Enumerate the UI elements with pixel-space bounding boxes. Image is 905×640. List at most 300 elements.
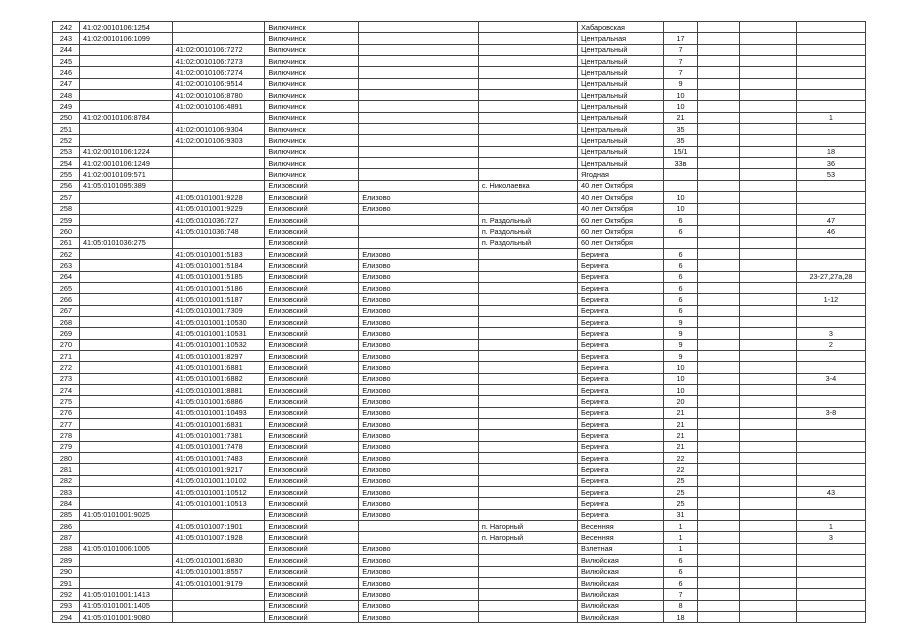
city-cell: Елизово — [359, 441, 479, 452]
apartment-cell — [796, 56, 865, 67]
house-number-cell: 9 — [664, 316, 697, 327]
cadastral-number-parcel-cell: 41:02:0010106:1254 — [79, 22, 172, 33]
cadastral-number-unit-cell: 41:05:0101001:7483 — [172, 453, 265, 464]
cadastral-number-parcel-cell — [79, 294, 172, 305]
settlement-cell — [478, 566, 577, 577]
house-number-cell: 21 — [664, 419, 697, 430]
district-cell: Елизовский — [265, 282, 359, 293]
row-number-cell: 248 — [53, 90, 80, 101]
city-cell — [359, 124, 479, 135]
street-cell: Взлетная — [578, 543, 664, 554]
house-number-cell: 9 — [664, 350, 697, 361]
cadastral-number-unit-cell: 41:05:0101001:5185 — [172, 271, 265, 282]
district-cell: Вилючинск — [265, 124, 359, 135]
city-cell — [359, 180, 479, 191]
apartment-cell — [796, 600, 865, 611]
house-number-cell: 6 — [664, 226, 697, 237]
street-cell: Беринга — [578, 464, 664, 475]
row-number-cell: 259 — [53, 214, 80, 225]
street-cell: Центральный — [578, 101, 664, 112]
building-cell — [697, 339, 739, 350]
house-number-cell: 6 — [664, 282, 697, 293]
house-number-cell — [664, 22, 697, 33]
cadastral-number-unit-cell: 41:02:0010106:9304 — [172, 124, 265, 135]
table-row — [53, 33, 866, 44]
cadastral-number-unit-cell: 41:02:0010106:8780 — [172, 90, 265, 101]
apartment-cell — [796, 566, 865, 577]
cadastral-number-unit-cell — [172, 112, 265, 123]
apartment-cell — [796, 248, 865, 259]
settlement-cell — [478, 158, 577, 169]
building-cell — [697, 611, 739, 622]
building-cell — [697, 305, 739, 316]
building-cell — [697, 589, 739, 600]
cadastral-number-unit-cell: 41:02:0010106:9514 — [172, 78, 265, 89]
cadastral-number-parcel-cell — [79, 78, 172, 89]
cadastral-number-unit-cell: 41:05:0101007:1928 — [172, 532, 265, 543]
house-number-cell: 7 — [664, 67, 697, 78]
apartment-cell — [796, 180, 865, 191]
table-row — [53, 44, 866, 55]
settlement-cell — [478, 430, 577, 441]
house-number-cell: 18 — [664, 611, 697, 622]
structure-cell — [739, 33, 796, 44]
district-cell: Елизовский — [265, 589, 359, 600]
settlement-cell — [478, 305, 577, 316]
house-number-cell: 10 — [664, 203, 697, 214]
cadastral-number-unit-cell: 41:05:0101007:1901 — [172, 521, 265, 532]
table-row — [53, 316, 866, 327]
house-number-cell — [664, 180, 697, 191]
cadastral-number-parcel-cell — [79, 419, 172, 430]
building-cell — [697, 316, 739, 327]
cadastral-number-unit-cell: 41:05:0101001:10530 — [172, 316, 265, 327]
city-cell: Елизово — [359, 316, 479, 327]
city-cell — [359, 214, 479, 225]
city-cell — [359, 112, 479, 123]
house-number-cell: 1 — [664, 532, 697, 543]
structure-cell — [739, 214, 796, 225]
cadastral-number-unit-cell: 41:05:0101001:6881 — [172, 362, 265, 373]
row-number-cell: 256 — [53, 180, 80, 191]
structure-cell — [739, 577, 796, 588]
district-cell: Елизовский — [265, 316, 359, 327]
apartment-cell: 3 — [796, 328, 865, 339]
apartment-cell — [796, 203, 865, 214]
structure-cell — [739, 112, 796, 123]
cadastral-number-parcel-cell — [79, 566, 172, 577]
cadastral-number-unit-cell: 41:02:0010106:7272 — [172, 44, 265, 55]
district-cell: Елизовский — [265, 487, 359, 498]
district-cell: Елизовский — [265, 305, 359, 316]
cadastral-number-unit-cell: 41:05:0101001:5184 — [172, 260, 265, 271]
street-cell: Беринга — [578, 305, 664, 316]
cadastral-number-parcel-cell — [79, 441, 172, 452]
settlement-cell — [478, 498, 577, 509]
street-cell: Беринга — [578, 248, 664, 259]
table-row — [53, 464, 866, 475]
table-row — [53, 146, 866, 157]
building-cell — [697, 56, 739, 67]
table-row — [53, 67, 866, 78]
city-cell — [359, 33, 479, 44]
apartment-cell — [796, 33, 865, 44]
table-row — [53, 441, 866, 452]
cadastral-number-parcel-cell: 41:05:0101006:1005 — [79, 543, 172, 554]
city-cell: Елизово — [359, 350, 479, 361]
table-body — [53, 22, 866, 623]
house-number-cell: 6 — [664, 248, 697, 259]
apartment-cell — [796, 555, 865, 566]
structure-cell — [739, 124, 796, 135]
cadastral-number-parcel-cell — [79, 464, 172, 475]
structure-cell — [739, 248, 796, 259]
house-number-cell: 6 — [664, 577, 697, 588]
city-cell: Елизово — [359, 464, 479, 475]
structure-cell — [739, 475, 796, 486]
structure-cell — [739, 180, 796, 191]
row-number-cell: 253 — [53, 146, 80, 157]
city-cell: Елизово — [359, 248, 479, 259]
table-row — [53, 214, 866, 225]
district-cell: Елизовский — [265, 498, 359, 509]
street-cell: Беринга — [578, 271, 664, 282]
street-cell: Вилюйская — [578, 577, 664, 588]
row-number-cell: 266 — [53, 294, 80, 305]
house-number-cell: 22 — [664, 453, 697, 464]
apartment-cell — [796, 385, 865, 396]
cadastral-number-parcel-cell: 41:05:0101001:1413 — [79, 589, 172, 600]
apartment-cell: 23-27,27а,28 — [796, 271, 865, 282]
district-cell: Елизовский — [265, 192, 359, 203]
building-cell — [697, 385, 739, 396]
settlement-cell — [478, 487, 577, 498]
district-cell: Вилючинск — [265, 22, 359, 33]
street-cell: Беринга — [578, 260, 664, 271]
table-row — [53, 362, 866, 373]
apartment-cell — [796, 135, 865, 146]
structure-cell — [739, 555, 796, 566]
city-cell: Елизово — [359, 419, 479, 430]
house-number-cell: 6 — [664, 566, 697, 577]
building-cell — [697, 260, 739, 271]
table-row — [53, 407, 866, 418]
cadastral-number-unit-cell: 41:05:0101001:5187 — [172, 294, 265, 305]
row-number-cell: 275 — [53, 396, 80, 407]
row-number-cell: 277 — [53, 419, 80, 430]
cadastral-number-parcel-cell — [79, 260, 172, 271]
apartment-cell — [796, 498, 865, 509]
cadastral-number-unit-cell — [172, 237, 265, 248]
house-number-cell: 9 — [664, 339, 697, 350]
table-row — [53, 124, 866, 135]
settlement-cell — [478, 475, 577, 486]
structure-cell — [739, 385, 796, 396]
city-cell: Елизово — [359, 260, 479, 271]
apartment-cell: 3-8 — [796, 407, 865, 418]
cadastral-number-unit-cell: 41:05:0101001:8881 — [172, 385, 265, 396]
structure-cell — [739, 226, 796, 237]
district-cell: Елизовский — [265, 555, 359, 566]
apartment-cell — [796, 260, 865, 271]
structure-cell — [739, 464, 796, 475]
building-cell — [697, 158, 739, 169]
structure-cell — [739, 453, 796, 464]
settlement-cell — [478, 260, 577, 271]
row-number-cell: 263 — [53, 260, 80, 271]
building-cell — [697, 566, 739, 577]
table-row — [53, 532, 866, 543]
cadastral-number-unit-cell: 41:05:0101001:9228 — [172, 192, 265, 203]
house-number-cell: 25 — [664, 498, 697, 509]
city-cell — [359, 56, 479, 67]
settlement-cell — [478, 407, 577, 418]
cadastral-number-unit-cell: 41:05:0101001:9179 — [172, 577, 265, 588]
building-cell — [697, 453, 739, 464]
street-cell: Беринга — [578, 362, 664, 373]
row-number-cell: 289 — [53, 555, 80, 566]
structure-cell — [739, 589, 796, 600]
structure-cell — [739, 192, 796, 203]
apartment-cell: 53 — [796, 169, 865, 180]
district-cell: Елизовский — [265, 521, 359, 532]
house-number-cell: 17 — [664, 33, 697, 44]
house-number-cell: 31 — [664, 509, 697, 520]
house-number-cell: 10 — [664, 101, 697, 112]
building-cell — [697, 396, 739, 407]
cadastral-number-parcel-cell — [79, 373, 172, 384]
house-number-cell: 6 — [664, 271, 697, 282]
building-cell — [697, 600, 739, 611]
settlement-cell — [478, 453, 577, 464]
cadastral-number-parcel-cell: 41:02:0010106:1099 — [79, 33, 172, 44]
street-cell: Вилюйская — [578, 611, 664, 622]
building-cell — [697, 180, 739, 191]
street-cell: 40 лет Октября — [578, 203, 664, 214]
structure-cell — [739, 600, 796, 611]
street-cell: Беринга — [578, 396, 664, 407]
structure-cell — [739, 339, 796, 350]
cadastral-number-parcel-cell — [79, 67, 172, 78]
cadastral-number-parcel-cell — [79, 101, 172, 112]
row-number-cell: 244 — [53, 44, 80, 55]
district-cell: Елизовский — [265, 419, 359, 430]
row-number-cell: 286 — [53, 521, 80, 532]
building-cell — [697, 498, 739, 509]
table-row — [53, 589, 866, 600]
city-cell — [359, 532, 479, 543]
cadastral-number-parcel-cell — [79, 248, 172, 259]
street-cell: Центральный — [578, 78, 664, 89]
building-cell — [697, 430, 739, 441]
building-cell — [697, 577, 739, 588]
building-cell — [697, 441, 739, 452]
row-number-cell: 278 — [53, 430, 80, 441]
cadastral-number-parcel-cell — [79, 305, 172, 316]
structure-cell — [739, 203, 796, 214]
structure-cell — [739, 56, 796, 67]
row-number-cell: 242 — [53, 22, 80, 33]
row-number-cell: 265 — [53, 282, 80, 293]
cadastral-number-unit-cell: 41:05:0101001:10512 — [172, 487, 265, 498]
cadastral-number-unit-cell: 41:05:0101001:7478 — [172, 441, 265, 452]
city-cell — [359, 78, 479, 89]
district-cell: Вилючинск — [265, 44, 359, 55]
structure-cell — [739, 430, 796, 441]
table-row — [53, 600, 866, 611]
street-cell: Беринга — [578, 328, 664, 339]
apartment-cell: 46 — [796, 226, 865, 237]
street-cell: 60 лет Октября — [578, 214, 664, 225]
district-cell: Елизовский — [265, 407, 359, 418]
cadastral-number-unit-cell: 41:05:0101001:6882 — [172, 373, 265, 384]
building-cell — [697, 226, 739, 237]
city-cell — [359, 521, 479, 532]
structure-cell — [739, 135, 796, 146]
structure-cell — [739, 509, 796, 520]
house-number-cell: 21 — [664, 441, 697, 452]
cadastral-number-unit-cell: 41:05:0101001:5183 — [172, 248, 265, 259]
street-cell: 40 лет Октября — [578, 192, 664, 203]
table-row — [53, 169, 866, 180]
settlement-cell — [478, 56, 577, 67]
street-cell: Беринга — [578, 407, 664, 418]
city-cell — [359, 67, 479, 78]
structure-cell — [739, 373, 796, 384]
table-row — [53, 521, 866, 532]
district-cell: Вилючинск — [265, 67, 359, 78]
settlement-cell — [478, 22, 577, 33]
table-row — [53, 180, 866, 191]
cadastral-number-unit-cell: 41:05:0101001:10531 — [172, 328, 265, 339]
district-cell: Вилючинск — [265, 112, 359, 123]
city-cell: Елизово — [359, 192, 479, 203]
cadastral-number-parcel-cell — [79, 555, 172, 566]
table-row — [53, 248, 866, 259]
apartment-cell — [796, 282, 865, 293]
district-cell: Елизовский — [265, 509, 359, 520]
house-number-cell: 10 — [664, 373, 697, 384]
cadastral-number-parcel-cell — [79, 282, 172, 293]
cadastral-number-parcel-cell — [79, 339, 172, 350]
district-cell: Елизовский — [265, 362, 359, 373]
cadastral-number-unit-cell — [172, 543, 265, 554]
district-cell: Елизовский — [265, 385, 359, 396]
district-cell: Елизовский — [265, 294, 359, 305]
table-row — [53, 101, 866, 112]
city-cell: Елизово — [359, 305, 479, 316]
row-number-cell: 273 — [53, 373, 80, 384]
settlement-cell — [478, 396, 577, 407]
apartment-cell — [796, 396, 865, 407]
cadastral-number-parcel-cell — [79, 328, 172, 339]
table-row — [53, 611, 866, 622]
house-number-cell: 6 — [664, 294, 697, 305]
city-cell: Елизово — [359, 396, 479, 407]
structure-cell — [739, 146, 796, 157]
cadastral-number-unit-cell — [172, 180, 265, 191]
district-cell: Вилючинск — [265, 56, 359, 67]
settlement-cell: п. Нагорный — [478, 521, 577, 532]
house-number-cell: 20 — [664, 396, 697, 407]
district-cell: Вилючинск — [265, 146, 359, 157]
table-row — [53, 203, 866, 214]
apartment-cell — [796, 22, 865, 33]
structure-cell — [739, 407, 796, 418]
city-cell — [359, 169, 479, 180]
table-row — [53, 90, 866, 101]
table-row — [53, 419, 866, 430]
street-cell: Центральная — [578, 33, 664, 44]
cadastral-number-parcel-cell — [79, 135, 172, 146]
city-cell: Елизово — [359, 543, 479, 554]
building-cell — [697, 419, 739, 430]
settlement-cell — [478, 316, 577, 327]
building-cell — [697, 192, 739, 203]
apartment-cell — [796, 543, 865, 554]
table-row — [53, 430, 866, 441]
settlement-cell — [478, 112, 577, 123]
building-cell — [697, 22, 739, 33]
street-cell: Беринга — [578, 373, 664, 384]
cadastral-number-unit-cell: 41:05:0101001:9217 — [172, 464, 265, 475]
city-cell: Елизово — [359, 555, 479, 566]
cadastral-number-parcel-cell: 41:02:0010109:571 — [79, 169, 172, 180]
row-number-cell: 288 — [53, 543, 80, 554]
district-cell: Елизовский — [265, 237, 359, 248]
structure-cell — [739, 441, 796, 452]
structure-cell — [739, 487, 796, 498]
cadastral-number-parcel-cell: 41:02:0010106:1224 — [79, 146, 172, 157]
street-cell: Центральный — [578, 44, 664, 55]
settlement-cell — [478, 543, 577, 554]
house-number-cell: 9 — [664, 328, 697, 339]
street-cell: Беринга — [578, 385, 664, 396]
cadastral-number-unit-cell: 41:02:0010106:4891 — [172, 101, 265, 112]
city-cell: Елизово — [359, 328, 479, 339]
building-cell — [697, 475, 739, 486]
cadastral-number-parcel-cell — [79, 396, 172, 407]
cadastral-number-parcel-cell — [79, 350, 172, 361]
city-cell: Елизово — [359, 373, 479, 384]
house-number-cell: 10 — [664, 90, 697, 101]
house-number-cell: 21 — [664, 112, 697, 123]
row-number-cell: 261 — [53, 237, 80, 248]
apartment-cell — [796, 430, 865, 441]
structure-cell — [739, 271, 796, 282]
table-row — [53, 158, 866, 169]
street-cell: Беринга — [578, 475, 664, 486]
apartment-cell — [796, 419, 865, 430]
row-number-cell: 272 — [53, 362, 80, 373]
settlement-cell — [478, 294, 577, 305]
row-number-cell: 268 — [53, 316, 80, 327]
row-number-cell: 274 — [53, 385, 80, 396]
settlement-cell — [478, 611, 577, 622]
house-number-cell: 6 — [664, 305, 697, 316]
table-row — [53, 396, 866, 407]
settlement-cell — [478, 271, 577, 282]
house-number-cell: 10 — [664, 192, 697, 203]
street-cell: Беринга — [578, 282, 664, 293]
apartment-cell — [796, 453, 865, 464]
structure-cell — [739, 22, 796, 33]
city-cell — [359, 135, 479, 146]
settlement-cell — [478, 419, 577, 430]
street-cell: Хабаровская — [578, 22, 664, 33]
structure-cell — [739, 316, 796, 327]
house-number-cell: 7 — [664, 56, 697, 67]
